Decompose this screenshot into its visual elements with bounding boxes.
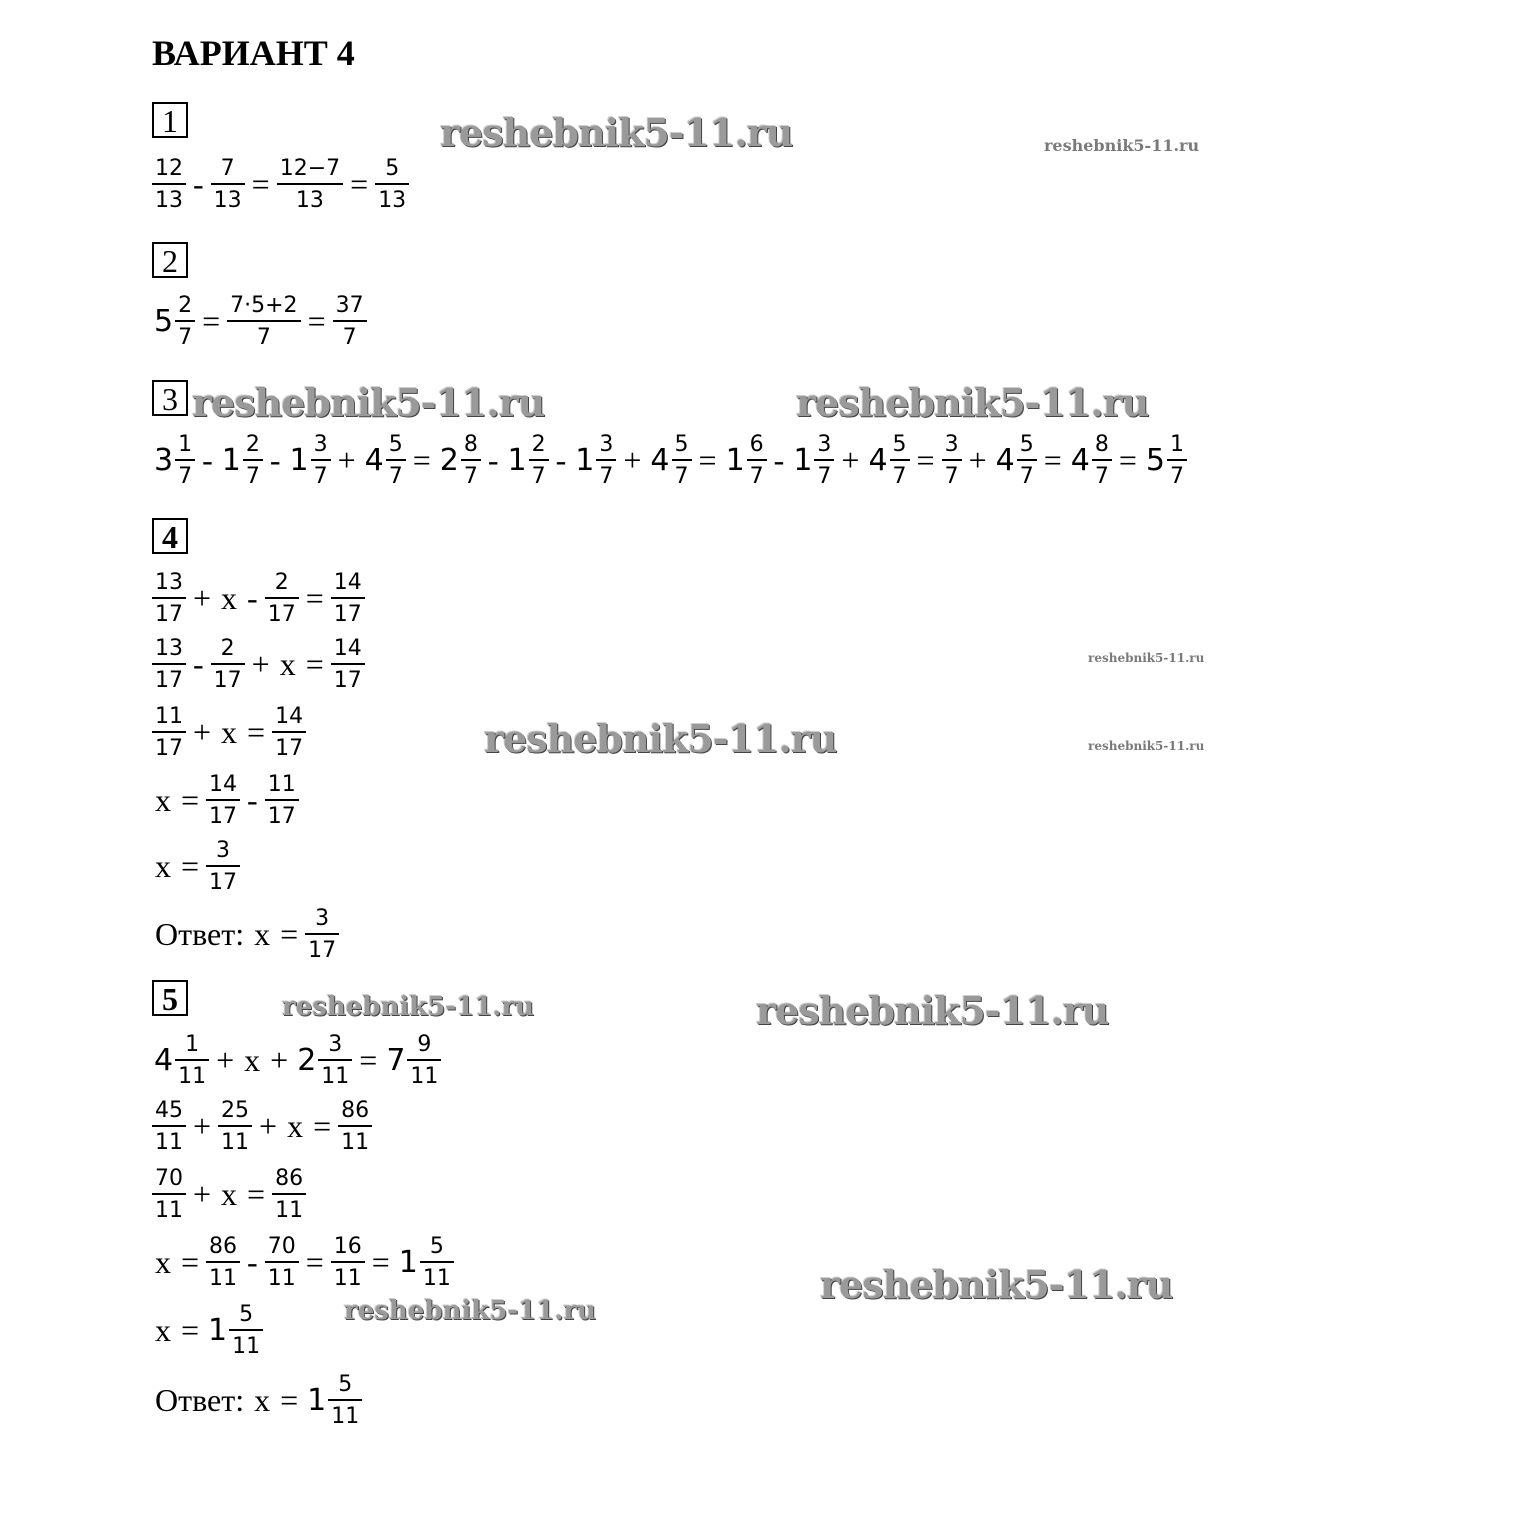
mixed-number-whole: 2 — [297, 1042, 317, 1078]
mixed-number-whole: 1 — [398, 1244, 418, 1280]
fraction-denominator: 11 — [209, 1265, 238, 1291]
operator: + — [216, 1041, 235, 1078]
mixed-number-whole: 1 — [307, 1382, 327, 1418]
fraction — [265, 570, 299, 627]
fraction-numerator: 5 — [1017, 432, 1037, 461]
fraction — [747, 432, 767, 489]
fraction-numerator: 11 — [265, 772, 299, 801]
fraction-denominator: 7 — [463, 463, 478, 489]
fraction — [272, 704, 306, 761]
mixed-number-whole: 4 — [650, 442, 670, 478]
fraction-numerator: 5 — [375, 156, 409, 185]
fraction — [331, 636, 365, 693]
fraction-denominator: 11 — [155, 1197, 183, 1223]
fraction — [386, 432, 406, 489]
operator: + — [193, 1175, 212, 1212]
fraction-denominator: 11 — [410, 1063, 439, 1089]
fraction — [272, 1166, 306, 1223]
fraction — [420, 1234, 454, 1291]
fraction — [529, 432, 549, 489]
fraction — [338, 1098, 372, 1155]
fraction-numerator: 25 — [218, 1098, 252, 1127]
watermark: reshebnik5-11.ru — [796, 380, 1149, 425]
fraction-numerator: 1 — [1167, 432, 1187, 461]
fraction — [152, 1166, 186, 1223]
operator: + — [623, 441, 642, 478]
operator: - — [193, 165, 204, 202]
fraction — [942, 432, 962, 489]
mixed-number-whole: 7 — [386, 1042, 406, 1078]
fraction — [318, 1032, 352, 1089]
fraction-denominator: 11 — [155, 1129, 183, 1155]
fraction — [152, 636, 186, 693]
mixed-number-whole: 1 — [208, 1312, 228, 1348]
operator: + — [337, 441, 356, 478]
fraction-numerator: 3 — [814, 432, 834, 461]
operator: + — [193, 1107, 212, 1144]
fraction — [305, 906, 339, 963]
fraction — [211, 636, 245, 693]
operator: = — [698, 441, 717, 478]
mixed-number-whole: 1 — [725, 442, 745, 478]
operator: = — [1118, 441, 1137, 478]
fraction-denominator: 11 — [341, 1129, 370, 1155]
fraction-numerator: 3 — [942, 432, 962, 461]
operator: + — [193, 579, 212, 616]
mixed-number-whole: 1 — [507, 442, 527, 478]
task-number-5: 5 — [152, 980, 188, 1016]
task-number-4: 4 — [152, 518, 188, 554]
operator: = — [247, 1175, 266, 1212]
task-number-1: 1 — [152, 102, 188, 138]
fraction-denominator: 17 — [333, 601, 362, 627]
fraction-denominator: 11 — [221, 1129, 250, 1155]
operator: = — [307, 302, 326, 339]
fraction-numerator: 2 — [211, 636, 245, 665]
mixed-number-whole: 5 — [154, 303, 174, 339]
fraction-numerator: 5 — [672, 432, 692, 461]
fraction-denominator: 13 — [378, 187, 407, 213]
fraction-numerator: 12 — [152, 156, 186, 185]
fraction — [407, 1032, 441, 1089]
fraction-denominator: 17 — [155, 735, 183, 761]
fraction-denominator: 7 — [1170, 463, 1185, 489]
fraction-denominator: 13 — [155, 187, 183, 213]
fraction-denominator: 17 — [155, 667, 183, 693]
fraction — [1017, 432, 1037, 489]
operator: = — [247, 713, 266, 750]
fraction-numerator: 5 — [386, 432, 406, 461]
variable-x: x — [279, 645, 296, 682]
operator: = — [359, 1041, 378, 1078]
operator: = — [181, 1311, 200, 1348]
operator: - — [247, 781, 258, 818]
fraction-numerator: 37 — [333, 293, 367, 322]
watermark: reshebnik5-11.ru — [192, 380, 545, 425]
task-5-line-5 — [150, 1294, 265, 1366]
fraction-numerator: 2 — [265, 570, 299, 599]
task-5-line-3 — [150, 1158, 308, 1230]
mixed-number-whole: 4 — [995, 442, 1015, 478]
operator: - — [269, 441, 281, 478]
operator: = — [305, 645, 324, 682]
fraction-numerator: 3 — [318, 1032, 352, 1061]
fraction-denominator: 7 — [749, 463, 764, 489]
fraction-denominator: 7 — [388, 463, 403, 489]
fraction-numerator: 70 — [152, 1166, 186, 1195]
fraction — [265, 772, 299, 829]
fraction — [243, 432, 263, 489]
variable-x: x — [221, 1175, 238, 1212]
task-number-3: 3 — [152, 380, 188, 416]
operator: = — [181, 847, 200, 884]
fraction — [596, 432, 616, 489]
mixed-number-whole: 1 — [289, 442, 309, 478]
fraction — [175, 432, 195, 489]
operator: + — [841, 441, 860, 478]
task-5-line-2 — [150, 1090, 374, 1162]
fraction — [152, 570, 186, 627]
fraction — [152, 704, 186, 761]
mixed-number-whole: 1 — [221, 442, 241, 478]
task-4-line-1 — [150, 562, 367, 634]
fraction-denominator: 7 — [674, 463, 689, 489]
task-4-answer — [150, 898, 341, 970]
fraction-denominator: 13 — [213, 187, 242, 213]
task-1-line-1 — [150, 148, 411, 220]
fraction-numerator: 11 — [152, 704, 186, 733]
fraction — [152, 156, 186, 213]
operator: - — [773, 441, 785, 478]
fraction-denominator: 7 — [245, 463, 260, 489]
fraction-numerator: 5 — [229, 1302, 263, 1331]
answer-label: Ответ: — [155, 915, 245, 952]
fraction-numerator: 7·5+2 — [227, 293, 300, 322]
task-4-line-5 — [150, 830, 242, 902]
fraction-numerator: 8 — [1092, 432, 1112, 461]
operator: - — [247, 579, 258, 616]
fraction — [277, 156, 343, 213]
fraction-denominator: 11 — [331, 1403, 360, 1429]
mixed-number-whole: 4 — [868, 442, 888, 478]
fraction-denominator: 7 — [178, 463, 193, 489]
watermark: reshebnik5-11.ru — [440, 110, 793, 155]
fraction-denominator: 17 — [275, 735, 304, 761]
fraction-numerator: 14 — [331, 636, 365, 665]
fraction-denominator: 17 — [267, 601, 296, 627]
variable-x: x — [155, 1311, 171, 1348]
fraction — [1167, 432, 1187, 489]
fraction-numerator: 70 — [265, 1234, 299, 1263]
mixed-number-whole: 1 — [575, 442, 595, 478]
fraction-numerator: 9 — [407, 1032, 441, 1061]
fraction-numerator: 14 — [331, 570, 365, 599]
watermark: reshebnik5-11.ru — [1044, 136, 1200, 155]
variable-x: x — [155, 1243, 171, 1280]
operator: = — [181, 781, 200, 818]
fraction — [227, 293, 300, 350]
fraction — [265, 1234, 299, 1291]
fraction-denominator: 17 — [213, 667, 242, 693]
operator: = — [916, 441, 935, 478]
fraction-denominator: 17 — [308, 937, 337, 963]
fraction — [229, 1302, 263, 1359]
fraction-numerator: 1 — [175, 432, 195, 461]
variable-x: x — [155, 781, 171, 818]
fraction-numerator: 2 — [175, 293, 195, 322]
fraction-denominator: 11 — [178, 1063, 207, 1089]
task-5-answer — [150, 1364, 364, 1436]
watermark: reshebnik5-11.ru — [484, 716, 837, 761]
fraction-numerator: 8 — [461, 432, 481, 461]
task-3-line-1 — [150, 424, 1189, 496]
operator: + — [270, 1041, 289, 1078]
mixed-number-whole: 4 — [364, 442, 384, 478]
operator: - — [487, 441, 499, 478]
watermark: reshebnik5-11.ru — [344, 1296, 597, 1326]
fraction-numerator: 3 — [311, 432, 331, 461]
fraction-denominator: 17 — [209, 869, 238, 895]
operator: - — [247, 1243, 258, 1280]
watermark: reshebnik5-11.ru — [756, 988, 1109, 1033]
operator: + — [968, 441, 987, 478]
operator: = — [1043, 441, 1062, 478]
fraction-numerator: 1 — [175, 1032, 209, 1061]
variable-x: x — [287, 1107, 304, 1144]
fraction — [211, 156, 245, 213]
fraction-denominator: 17 — [209, 803, 238, 829]
fraction-numerator: 3 — [206, 838, 240, 867]
operator: = — [181, 1243, 200, 1280]
watermark: reshebnik5-11.ru — [1088, 739, 1205, 753]
variable-x: x — [155, 847, 171, 884]
operator: + — [193, 713, 212, 750]
fraction — [206, 772, 240, 829]
operator: = — [305, 1243, 324, 1280]
fraction-denominator: 11 — [275, 1197, 304, 1223]
fraction — [814, 432, 834, 489]
fraction-denominator: 17 — [267, 803, 296, 829]
variable-x: x — [221, 713, 238, 750]
fraction-denominator: 17 — [333, 667, 362, 693]
mixed-number-whole: 4 — [1070, 442, 1090, 478]
fraction-numerator: 14 — [206, 772, 240, 801]
fraction-denominator: 17 — [155, 601, 183, 627]
fraction-numerator: 12−7 — [277, 156, 343, 185]
task-5-line-4 — [150, 1226, 456, 1298]
answer-label: Ответ: — [155, 1381, 245, 1418]
operator: - — [202, 441, 213, 478]
operator: = — [313, 1107, 332, 1144]
operator: + — [259, 1107, 278, 1144]
fraction — [331, 1234, 365, 1291]
fraction-numerator: 45 — [152, 1098, 186, 1127]
fraction-numerator: 16 — [331, 1234, 365, 1263]
fraction — [218, 1098, 252, 1155]
fraction-numerator: 13 — [152, 570, 186, 599]
fraction — [311, 432, 331, 489]
task-4-line-3 — [150, 696, 308, 768]
fraction-numerator: 6 — [747, 432, 767, 461]
fraction — [672, 432, 692, 489]
fraction-denominator: 7 — [531, 463, 546, 489]
operator: = — [280, 1381, 299, 1418]
fraction — [1092, 432, 1112, 489]
fraction-numerator: 5 — [328, 1372, 362, 1401]
mixed-number-whole: 4 — [154, 1042, 174, 1078]
fraction-denominator: 7 — [342, 324, 357, 350]
fraction-denominator: 7 — [313, 463, 328, 489]
fraction-denominator: 7 — [817, 463, 832, 489]
task-4-line-4 — [150, 764, 301, 836]
fraction — [461, 432, 481, 489]
mixed-number-whole: 2 — [439, 442, 459, 478]
variable-x: x — [254, 915, 271, 952]
fraction-numerator: 7 — [211, 156, 245, 185]
operator: = — [280, 915, 299, 952]
fraction-numerator: 86 — [206, 1234, 240, 1263]
mixed-number-whole: 3 — [154, 442, 174, 478]
operator: - — [555, 441, 567, 478]
fraction-denominator: 7 — [892, 463, 907, 489]
fraction — [331, 570, 365, 627]
watermark: reshebnik5-11.ru — [282, 992, 535, 1022]
fraction-numerator: 2 — [529, 432, 549, 461]
fraction-denominator: 11 — [232, 1333, 261, 1359]
watermark: reshebnik5-11.ru — [820, 1262, 1173, 1307]
operator: = — [412, 441, 431, 478]
fraction-denominator: 7 — [944, 463, 959, 489]
fraction-numerator: 86 — [338, 1098, 372, 1127]
fraction-numerator: 13 — [152, 636, 186, 665]
task-2-line-1 — [150, 285, 369, 357]
operator: = — [251, 165, 270, 202]
watermark: reshebnik5-11.ru — [1088, 651, 1205, 665]
fraction-denominator: 11 — [422, 1265, 451, 1291]
fraction-denominator: 7 — [599, 463, 614, 489]
task-4-line-2 — [150, 628, 367, 700]
variable-x: x — [254, 1381, 271, 1418]
fraction — [333, 293, 367, 350]
operator: - — [193, 645, 204, 682]
mixed-number-whole: 1 — [793, 442, 813, 478]
fraction — [328, 1372, 362, 1429]
fraction — [206, 838, 240, 895]
fraction-numerator: 5 — [420, 1234, 454, 1263]
task-5-line-1 — [150, 1024, 443, 1096]
fraction-denominator: 7 — [1019, 463, 1034, 489]
fraction — [175, 293, 195, 350]
fraction — [206, 1234, 240, 1291]
operator: = — [350, 165, 369, 202]
fraction-numerator: 3 — [596, 432, 616, 461]
mixed-number-whole: 5 — [1145, 442, 1166, 478]
operator: + — [251, 645, 270, 682]
fraction-numerator: 3 — [305, 906, 339, 935]
fraction-numerator: 5 — [890, 432, 910, 461]
fraction — [152, 1098, 186, 1155]
fraction — [375, 156, 409, 213]
fraction-numerator: 14 — [272, 704, 306, 733]
operator: = — [371, 1243, 390, 1280]
fraction-denominator: 11 — [333, 1265, 362, 1291]
fraction-numerator: 86 — [272, 1166, 306, 1195]
variable-x: x — [221, 579, 238, 616]
fraction-denominator: 7 — [178, 324, 193, 350]
operator: = — [305, 579, 324, 616]
operator: = — [202, 302, 221, 339]
fraction-numerator: 2 — [243, 432, 263, 461]
fraction-denominator: 7 — [1094, 463, 1109, 489]
page-title: ВАРИАНТ 4 — [152, 33, 355, 73]
fraction — [890, 432, 910, 489]
fraction-denominator: 11 — [267, 1265, 296, 1291]
fraction-denominator: 11 — [321, 1063, 350, 1089]
fraction-denominator: 7 — [256, 324, 271, 350]
fraction-denominator: 13 — [295, 187, 324, 213]
variable-x: x — [244, 1041, 261, 1078]
fraction — [175, 1032, 209, 1089]
task-number-2: 2 — [152, 242, 188, 278]
